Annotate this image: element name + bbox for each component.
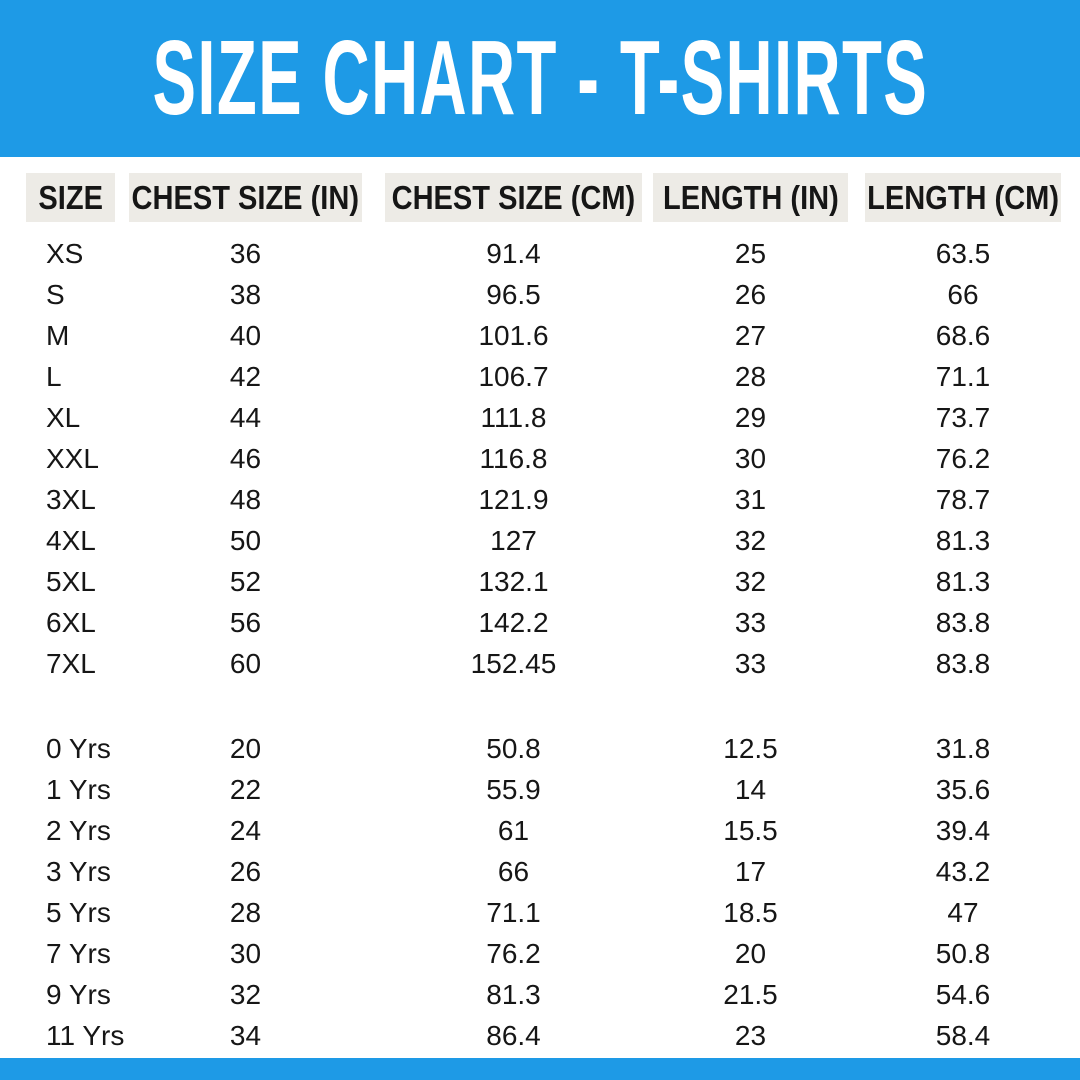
group-spacer [0, 684, 1080, 728]
value-cell: 52 [229, 565, 262, 597]
value-cell: 91.4 [486, 237, 541, 269]
size-cell: 7 Yrs [46, 937, 111, 969]
table-body [0, 233, 1080, 1056]
value-cell: 48 [229, 483, 262, 515]
value-cell: 34 [229, 1019, 262, 1051]
column-header-chest-in: CHEST SIZE (IN) [129, 173, 362, 222]
value-cell: 24 [229, 814, 262, 846]
size-cell: 6XL [46, 606, 96, 638]
table-row [0, 643, 1080, 684]
title-banner [0, 0, 1080, 157]
table-header-row [0, 173, 1080, 222]
value-cell: 43.2 [935, 855, 991, 887]
value-cell: 83.8 [935, 606, 991, 638]
size-cell: XXL [46, 442, 99, 474]
value-cell: 127 [490, 524, 537, 556]
table-row [0, 933, 1080, 974]
table-row [0, 1015, 1080, 1056]
value-cell: 31 [734, 483, 767, 515]
size-cell: 3 Yrs [46, 855, 111, 887]
value-cell: 55.9 [486, 773, 541, 805]
value-cell: 50.8 [486, 732, 541, 764]
value-cell: 28 [734, 360, 767, 392]
value-cell: 142.2 [478, 606, 549, 638]
bottom-accent-bar [0, 1058, 1080, 1080]
table-row [0, 479, 1080, 520]
size-cell: S [46, 278, 65, 310]
size-cell: XL [46, 401, 81, 433]
column-header-length-cm: LENGTH (CM) [865, 173, 1061, 222]
value-cell: 42 [229, 360, 262, 392]
value-cell: 152.45 [470, 647, 557, 679]
size-cell: 5 Yrs [46, 896, 111, 928]
size-cell: 4XL [46, 524, 96, 556]
table-row [0, 728, 1080, 769]
size-cell: M [46, 319, 70, 351]
value-cell: 81.3 [935, 524, 991, 556]
value-cell: 33 [734, 647, 767, 679]
value-cell: 17 [734, 855, 767, 887]
value-cell: 54.6 [935, 978, 991, 1010]
value-cell: 21.5 [723, 978, 778, 1010]
value-cell: 40 [229, 319, 262, 351]
table-row [0, 233, 1080, 274]
value-cell: 66 [497, 855, 530, 887]
value-cell: 111.8 [480, 401, 547, 433]
value-cell: 63.5 [935, 237, 991, 269]
size-cell: XS [46, 237, 84, 269]
value-cell: 15.5 [723, 814, 778, 846]
table-row [0, 397, 1080, 438]
value-cell: 50.8 [935, 937, 991, 969]
value-cell: 47 [947, 896, 979, 928]
value-cell: 58.4 [935, 1019, 991, 1051]
value-cell: 60 [229, 647, 262, 679]
value-cell: 76.2 [486, 937, 541, 969]
value-cell: 83.8 [935, 647, 991, 679]
size-cell: 11 Yrs [46, 1019, 125, 1051]
value-cell: 29 [734, 401, 767, 433]
table-row [0, 810, 1080, 851]
value-cell: 106.7 [478, 360, 549, 392]
value-cell: 81.3 [486, 978, 541, 1010]
table-row [0, 520, 1080, 561]
column-header-length-in: LENGTH (IN) [653, 173, 848, 222]
value-cell: 30 [229, 937, 262, 969]
value-cell: 20 [229, 732, 262, 764]
value-cell: 61 [497, 814, 530, 846]
size-cell: 5XL [46, 565, 96, 597]
value-cell: 71.1 [935, 360, 991, 392]
value-cell: 30 [734, 442, 767, 474]
value-cell: 26 [229, 855, 262, 887]
value-cell: 20 [734, 937, 767, 969]
table-row [0, 274, 1080, 315]
table-row [0, 892, 1080, 933]
value-cell: 23 [734, 1019, 767, 1051]
value-cell: 38 [229, 278, 262, 310]
value-cell: 36 [229, 237, 262, 269]
size-cell: 1 Yrs [46, 773, 111, 805]
value-cell: 68.6 [935, 319, 991, 351]
value-cell: 73.7 [935, 401, 991, 433]
table-row [0, 602, 1080, 643]
value-cell: 44 [229, 401, 262, 433]
table-row [0, 974, 1080, 1015]
value-cell: 81.3 [935, 565, 991, 597]
size-cell: 0 Yrs [46, 732, 111, 764]
value-cell: 27 [734, 319, 767, 351]
size-cell: 9 Yrs [46, 978, 111, 1010]
table-row [0, 438, 1080, 479]
value-cell: 116.8 [479, 442, 548, 474]
value-cell: 22 [229, 773, 262, 805]
value-cell: 39.4 [935, 814, 991, 846]
value-cell: 35.6 [935, 773, 991, 805]
value-cell: 66 [947, 278, 979, 310]
value-cell: 32 [229, 978, 262, 1010]
column-header-chest-cm: CHEST SIZE (CM) [385, 173, 642, 222]
value-cell: 46 [229, 442, 262, 474]
page-title: SIZE CHART - T-SHIRTS [152, 19, 928, 137]
value-cell: 71.1 [486, 896, 541, 928]
size-cell: 7XL [46, 647, 96, 679]
value-cell: 31.8 [935, 732, 991, 764]
table-row [0, 561, 1080, 602]
value-cell: 86.4 [486, 1019, 541, 1051]
table-row [0, 851, 1080, 892]
table-row [0, 769, 1080, 810]
value-cell: 12.5 [723, 732, 778, 764]
value-cell: 26 [734, 278, 767, 310]
value-cell: 32 [734, 524, 767, 556]
column-header-size: SIZE [26, 173, 115, 222]
table-row [0, 356, 1080, 397]
value-cell: 132.1 [478, 565, 549, 597]
value-cell: 101.6 [478, 319, 549, 351]
value-cell: 18.5 [723, 896, 778, 928]
value-cell: 28 [229, 896, 262, 928]
size-cell: L [46, 360, 62, 392]
value-cell: 78.7 [935, 483, 991, 515]
value-cell: 14 [734, 773, 767, 805]
value-cell: 56 [229, 606, 262, 638]
value-cell: 25 [734, 237, 767, 269]
size-cell: 3XL [46, 483, 96, 515]
value-cell: 33 [734, 606, 767, 638]
size-cell: 2 Yrs [46, 814, 111, 846]
value-cell: 50 [229, 524, 262, 556]
value-cell: 96.5 [486, 278, 541, 310]
value-cell: 32 [734, 565, 767, 597]
value-cell: 76.2 [935, 442, 991, 474]
table-row [0, 315, 1080, 356]
value-cell: 121.9 [478, 483, 549, 515]
